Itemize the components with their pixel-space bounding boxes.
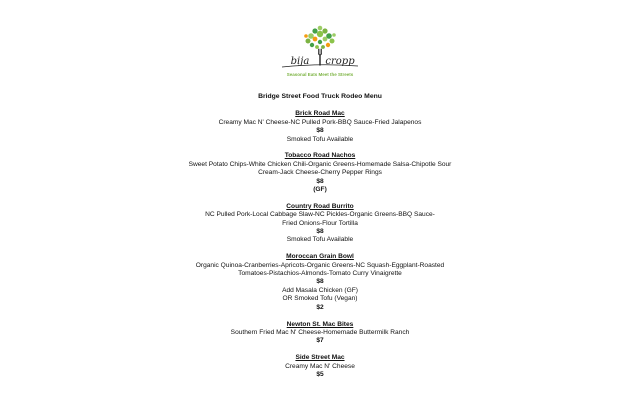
menu-item-description: Creamy Mac N' Cheese bbox=[285, 362, 355, 370]
menu-item-price: $5 bbox=[316, 370, 324, 378]
tree-leaves bbox=[304, 26, 336, 49]
menu-item-description: Organic Quinoa-Cranberries-Apricots-Organic Greens-NC Squash-Eggplant-Roasted Tomatoes-Pistachios-Almonds-Tomato Curry Vinaigrette bbox=[195, 261, 445, 278]
menu bbox=[0, 93, 640, 388]
menu-item-price: $8 bbox=[316, 278, 324, 286]
menu-item-description: Southern Fried Mac N' Cheese-Homemade Buttermilk Ranch bbox=[230, 328, 410, 336]
menu-item bbox=[0, 253, 640, 312]
menu-item-note: Add Masala Chicken (GF) bbox=[282, 286, 358, 294]
menu-item-name: Side Street Mac bbox=[295, 354, 345, 362]
menu-item-note: (GF) bbox=[313, 186, 327, 194]
menu-item bbox=[0, 354, 640, 379]
menu-item-description: Sweet Potato Chips-White Chicken Chili-Organic Greens-Homemade Salsa-Chipotle Sour Cream-Jack Cheese-Cherry Pepper Rings bbox=[188, 160, 452, 177]
menu-item-name: Tobacco Road Nachos bbox=[284, 152, 356, 160]
menu-item-price: $7 bbox=[316, 337, 324, 345]
fork-trunk bbox=[319, 49, 322, 65]
menu-item-price: $8 bbox=[316, 228, 324, 236]
menu-item-name: Newton St. Mac Bites bbox=[286, 320, 354, 328]
menu-item-description: Creamy Mac N' Cheese-NC Pulled Pork-BBQ Sauce-Fried Jalapenos bbox=[218, 118, 422, 126]
menu-item bbox=[0, 203, 640, 245]
tree-fork-logo-graphic bbox=[270, 22, 370, 74]
menu-item-name: Brick Road Mac bbox=[295, 110, 345, 118]
menu-item-price: $8 bbox=[316, 177, 324, 185]
menu-item-name: Country Road Burrito bbox=[286, 202, 354, 210]
menu-title: Bridge Street Food Truck Rodeo Menu bbox=[258, 93, 382, 100]
menu-item-name: Moroccan Grain Bowl bbox=[286, 253, 354, 261]
menu-item bbox=[0, 110, 640, 144]
menu-item-note: Smoked Tofu Available bbox=[286, 135, 354, 143]
brand-right: cropp bbox=[325, 56, 355, 67]
menu-item-note: Smoked Tofu Available bbox=[286, 236, 354, 244]
menu-item-price: $8 bbox=[316, 127, 324, 135]
logo-tagline: Seasonal Eats Meet the Streets bbox=[286, 72, 354, 77]
menu-item bbox=[0, 321, 640, 346]
menu-item-addon-price: $2 bbox=[316, 303, 324, 311]
menu-item-note: OR Smoked Tofu (Vegan) bbox=[282, 295, 358, 303]
brand-left: bija bbox=[290, 56, 310, 67]
menu-item bbox=[0, 152, 640, 194]
menu-item-description: NC Pulled Pork-Local Cabbage Slaw-NC Pickles-Organic Greens-BBQ Sauce-Fried Onions-Flour Tortilla bbox=[205, 211, 435, 227]
